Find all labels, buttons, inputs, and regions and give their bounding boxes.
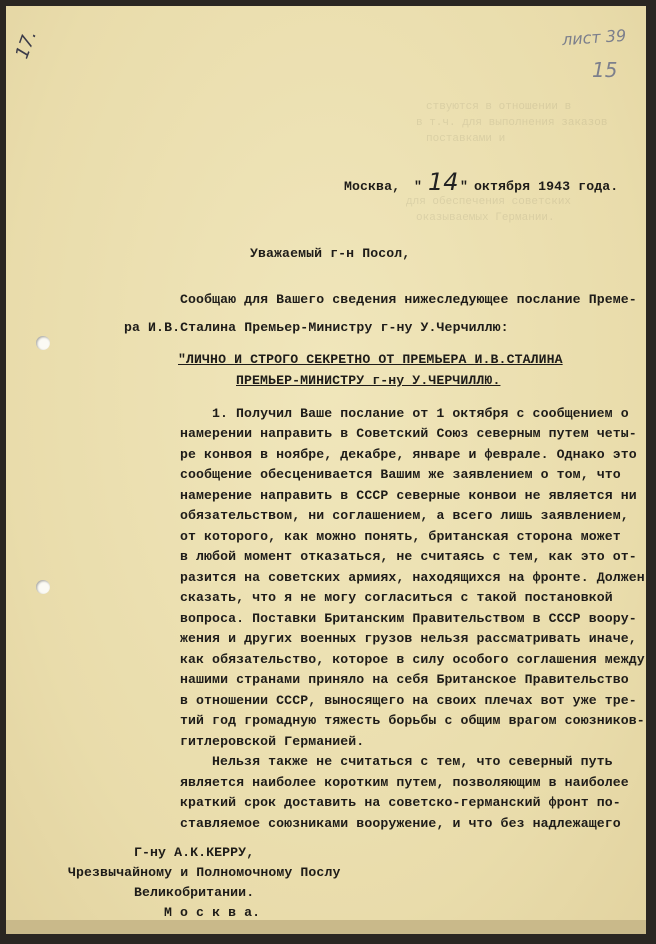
body-line: в любой момент отказаться, не считаясь с тем, как это от- [180,549,637,564]
message-heading: "ЛИЧНО И СТРОГО СЕКРЕТНО ОТ ПРЕМЬЕРА И.В.СТАЛИНА [178,352,563,367]
body-line: ставляемое союзниками вооружение, и что без надлежащего [180,816,621,831]
bleedthrough-line: поставками и [426,133,506,145]
bleedthrough-line: ствуются в отношении в [426,101,572,113]
body-line: в отношении СССР, выносящего на своих плечах вот уже тре- [180,693,637,708]
date-day: 14 [428,168,459,196]
corner-mark: 17. [11,27,42,62]
body-line: 1. Получил Ваше послание от 1 октября с сообщением о [212,406,629,421]
body-line: Нельзя также не считаться с тем, что северный путь [212,754,613,769]
date-city: Москва, [344,179,401,194]
bleedthrough-line: в т.ч. для выполнения заказов [416,117,608,129]
body-line: ре конвоя в ноябре, декабре, январе и феврале. Однако это [180,447,637,462]
folio-note: лист 39 [561,25,627,50]
body-line: намерение направить в СССР северные конвои не является ни [180,488,637,503]
body-line: вопроса. Поставки Британским Правительством в СССР воору- [180,611,637,626]
body-line: нашими странами приняло на себя Британское Правительство [180,672,629,687]
addressee-title: Чрезвычайному и Полномочному Послу [68,865,341,880]
punch-hole [36,336,50,350]
date-open-quote: " [414,179,423,194]
intro-line: ра И.В.Сталина Премьер-Министру г-ну У.Черчиллю: [124,320,509,335]
body-line: как обязательство, которое в силу особого соглашения между [180,652,645,667]
date-close-quote: " [460,179,469,194]
intro-line: Сообщаю для Вашего сведения нижеследующее послание Преме- [180,292,637,307]
body-line: обязательством, ни соглашением, а всего лишь заявлением, [180,508,629,523]
addressee-name: Г-ну А.К.КЕРРУ, [134,845,255,860]
addressee-city: М о с к в а. [164,905,261,920]
body-line: является наиболее коротким путем, позволяющим в наиболее [180,775,629,790]
bleedthrough-line: оказываемых Германии. [416,212,555,224]
body-line: от которого, как можно понять, британская сторона может [180,529,621,544]
body-line: краткий срок доставить на советско-германский фронт по- [180,795,621,810]
body-line: жения и других военных грузов нельзя рассматривать иначе, [180,631,637,646]
body-line: разится на советских армиях, находящихся на фронте. Должен [180,570,645,585]
body-line: тий год громадную тяжесть борьбы с общим врагом союзников- [180,713,645,728]
document-page [6,6,646,934]
body-line: сказать, что я не могу согласиться с такой постановкой [180,590,613,605]
addressee-country: Великобритании. [134,885,255,900]
page-bottom-edge [6,920,646,934]
salutation: Уважаемый г-н Посол, [250,246,411,261]
bleedthrough-line: для обеспечения советских [406,196,572,208]
body-line: намерении направить в Советский Союз северным путем четы- [180,426,637,441]
folio-number: 15 [592,58,618,82]
date-month-year: октября 1943 года. [474,179,619,194]
message-heading: ПРЕМЬЕР-МИНИСТРУ г-ну У.ЧЕРЧИЛЛЮ. [236,373,501,388]
body-line: гитлеровской Германией. [180,734,365,749]
body-line: сообщение обесценивается Вашим же заявлением о том, что [180,467,621,482]
punch-hole [36,580,50,594]
